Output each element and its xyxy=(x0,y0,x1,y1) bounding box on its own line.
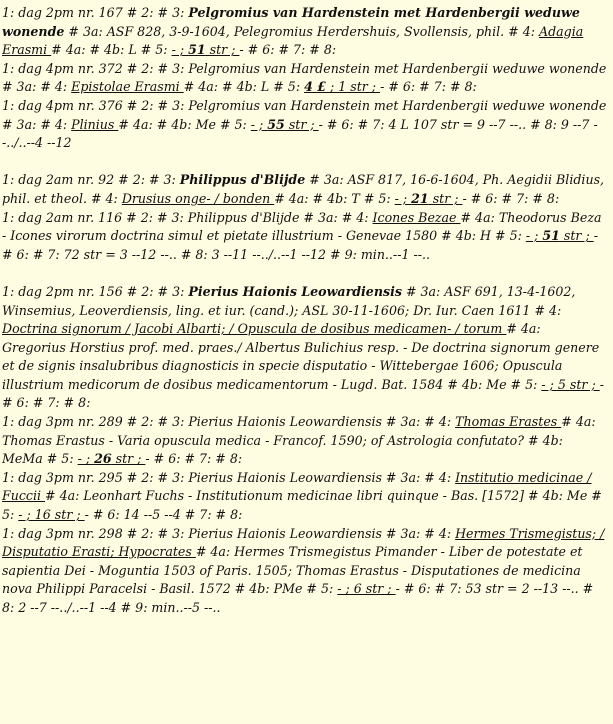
record-head: 1: dag 2am nr. 116 # 2: # 3: Philippus d'Blijde # 3a: # 4: xyxy=(2,209,373,225)
book-title: Epistolae Erasmi xyxy=(71,79,184,95)
record-tail: - # 6: # 7: # 8: xyxy=(2,376,604,411)
record-details: # 4a: # 4b: L # 5: xyxy=(51,42,172,58)
price: - ; 51 str ; xyxy=(525,228,594,244)
book-title: Adagia Erasmi xyxy=(2,23,584,58)
record-head: 1: dag 3pm nr. 289 # 2: # 3: Pierius Haionis Leowardiensis # 3a: # 4: xyxy=(2,414,456,430)
record-4 xyxy=(2,171,607,208)
record-8 xyxy=(2,469,607,525)
book-title: Drusius onge- / bonden xyxy=(121,190,275,206)
record-1 xyxy=(2,4,607,60)
record-6 xyxy=(2,283,607,413)
record-details: # 3a: ASF 817, 16-6-1604, Ph. Aegidii Blidius, phil. et theol. # 4: xyxy=(2,172,605,206)
record-9 xyxy=(2,525,607,618)
record-details: # 4a: Thomas Erastus - Varia opuscula medica - Francof. 1590; of Astrologia confutato? # 4b: MeMa # 5: xyxy=(2,414,596,467)
record-details: # 4a: Leonhart Fuchs - Institutionum medicinae libri quinque - Bas. [1572] # 4b: Me # 5: xyxy=(2,488,602,523)
owner-name: Pelgromius van Hardenstein met Hardenbergii weduwe wonende xyxy=(2,5,580,39)
record-tail: - # 6: # 7: # 8: xyxy=(145,451,243,467)
record-head: 1: dag 4pm nr. 372 # 2: # 3: Pelgromius van Hardenstein met Hardenbergii weduwe wonende # 3a: # 4: xyxy=(2,60,607,95)
record-tail: - # 6: # 7: # 8: xyxy=(462,190,560,206)
record-details: # 4a: Gregorius Horstius prof. med. praes./ Albertus Bulichius resp. - De doctrina signorum genere et de signis insalubribus diagnosticis in specie disputatio - Wittebergae 1606; Opuscula illustrium medicorum de dosibus medicamentorum - Lugd. Bat. 1584 # 4b: Me # 5: xyxy=(2,321,600,392)
price: - ; 5 str ; xyxy=(541,376,600,392)
record-tail: - # 6: # 7: 4 L 107 str = 9 --7 --.. # 8: 9 --7 --../..--4 --12 xyxy=(2,116,598,151)
record-2 xyxy=(2,60,607,97)
book-title: Thomas Erastes xyxy=(455,414,562,430)
record-head: 1: dag 3pm nr. 295 # 2: # 3: Pierius Haionis Leowardiensis # 3a: # 4: xyxy=(2,469,456,485)
book-title: Plinius xyxy=(71,116,119,132)
record-details: # 4a: # 4b: Me # 5: xyxy=(118,116,251,132)
price: - ; 16 str ; xyxy=(18,507,85,523)
section-gap xyxy=(2,264,607,283)
record-3 xyxy=(2,97,607,153)
price: - ; 55 str ; xyxy=(250,116,319,132)
record-5 xyxy=(2,209,607,265)
record-head: 1: dag 2pm nr. 156 # 2: # 3: xyxy=(2,283,189,299)
owner-name: Philippus d'Blijde xyxy=(179,172,306,188)
book-title: Institutio medicinae / Fuccii xyxy=(2,469,592,504)
price: - ; 51 str ; xyxy=(171,42,240,58)
record-7 xyxy=(2,413,607,469)
price: - ; 6 str ; xyxy=(337,581,396,597)
record-details: # 4a: Theodorus Beza - Icones virorum doctrina simul et pietate illustrium - Genevae 1580 # 4b: H # 5: xyxy=(2,209,602,244)
price: - ; 26 str ; xyxy=(77,451,146,467)
owner-name: Pierius Haionis Leowardiensis xyxy=(188,283,402,299)
record-details: # 3a: ASF 828, 3-9-1604, Pelegromius Herdershuis, Svollensis, phil. # 4: xyxy=(64,23,539,39)
record-details: # 4a: # 4b: L # 5: xyxy=(183,79,305,95)
book-title: Hermes Trismegistus; / Disputatio Erasti; Hypocrates xyxy=(2,525,605,560)
record-tail: - # 6: # 7: 53 str = 2 --13 --.. # 8: 2 --7 --../..--1 --4 # 9: min..--5 --.. xyxy=(2,581,594,615)
record-tail: - # 6: # 7: # 8: xyxy=(380,79,477,95)
record-details: # 3a: ASF 691, 13-4-1602, Winsemius, Leoverdiensis, ling. et iur. (cand.); ASL 30-11-1606; Dr. Iur. Caen 1611 # 4: xyxy=(2,283,576,318)
book-title: Doctrina signorum / Jacobi Albarti; / Opuscula de dosibus medicamen- / torum xyxy=(2,321,507,337)
price: - ; 21 str ; xyxy=(394,190,463,206)
record-head: 1: dag 2pm nr. 167 # 2: # 3: xyxy=(2,5,189,20)
section-gap xyxy=(2,153,607,172)
record-tail: - # 6: # 7: 72 str = 3 --12 --.. # 8: 3 --11 --../..--1 --12 # 9: min..--1 --.. xyxy=(2,228,598,262)
record-tail: - # 6: # 7: # 8: xyxy=(239,42,337,58)
record-head: 1: dag 4pm nr. 376 # 2: # 3: Pelgromius van Hardenstein met Hardenbergii weduwe wonende # 3a: # 4: xyxy=(2,97,607,132)
record-head: 1: dag 2am nr. 92 # 2: # 3: xyxy=(2,172,180,188)
book-title: Icones Bezae xyxy=(372,209,461,225)
record-details: # 4a: Hermes Trismegistus Pimander - Liber de potestate et sapientia Dei - Moguntia 1503 of Paris. 1505; Thomas Erastus - Disputationes de medicina nova Philippi Paracelsi - Basil. 1572 # 4b: PMe # 5: xyxy=(2,544,583,597)
record-details: # 4a: # 4b: T # 5: xyxy=(274,190,395,206)
record-head: 1: dag 3pm nr. 298 # 2: # 3: Pierius Haionis Leowardiensis # 3a: # 4: xyxy=(2,525,456,541)
price: 4 £ ; 1 str ; xyxy=(304,79,381,95)
record-tail: - # 6: 14 --5 --4 # 7: # 8: xyxy=(84,507,243,523)
